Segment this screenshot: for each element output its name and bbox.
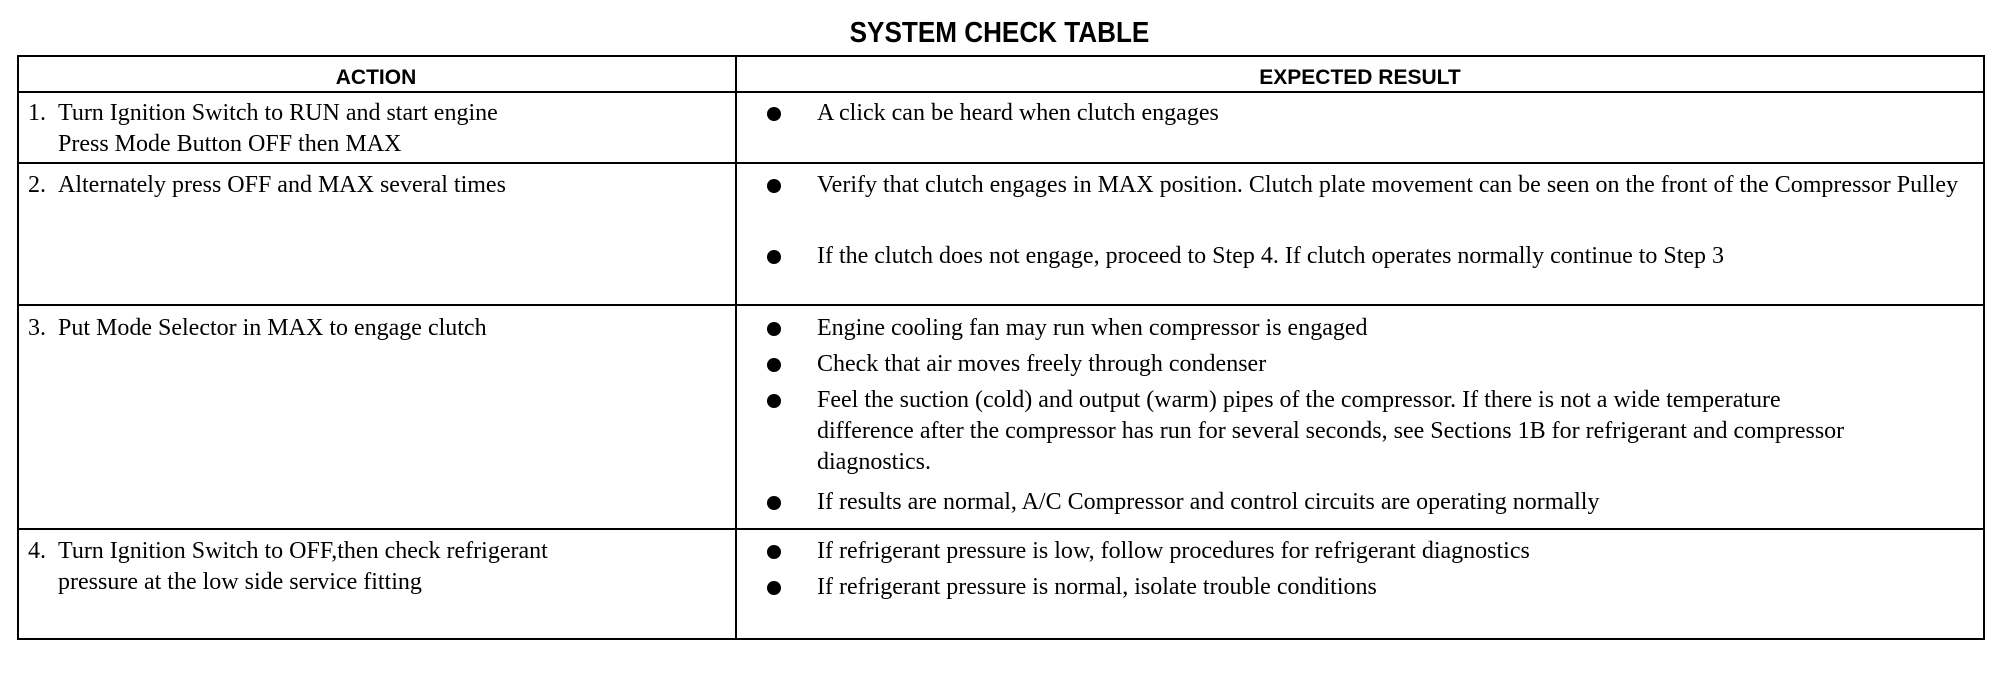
row-2-result: [757, 170, 1967, 272]
row-3-result: [757, 313, 1967, 518]
action-text: Turn Ignition Switch to OFF,then check refrigerant: [58, 538, 548, 564]
bullet-icon: [767, 581, 781, 595]
result-item: [757, 98, 1967, 129]
action-text: Put Mode Selector in MAX to engage clutch: [58, 315, 487, 341]
result-item: [757, 241, 1967, 272]
system-check-table: [17, 55, 1985, 640]
result-text: A click can be heard when clutch engages: [817, 100, 1219, 126]
result-text: Verify that clutch engages in MAX position. Clutch plate movement can be seen on the front of the Compressor Pulley: [817, 172, 1959, 198]
action-text: Press Mode Button OFF then MAX: [58, 131, 402, 157]
row-4-action: [28, 536, 738, 598]
result-text: If results are normal, A/C Compressor and control circuits are operating normally: [817, 489, 1600, 515]
header-divider: [17, 91, 1985, 93]
bullet-icon: [767, 358, 781, 372]
bullet-icon: [767, 394, 781, 408]
result-item: [757, 170, 1967, 232]
row-divider: [17, 528, 1985, 530]
result-item: [757, 572, 1967, 603]
step-number: 3.: [28, 315, 46, 341]
result-text: If refrigerant pressure is low, follow procedures for refrigerant diagnostics: [817, 538, 1530, 564]
result-text: If the clutch does not engage, proceed to Step 4. If clutch operates normally continue to Step 3: [817, 243, 1725, 269]
result-item: [757, 313, 1967, 344]
bullet-icon: [767, 545, 781, 559]
row-4-result: [757, 536, 1967, 603]
row-divider: [17, 162, 1985, 164]
table-title: SYSTEM CHECK TABLE: [849, 17, 1149, 49]
action-text: Alternately press OFF and MAX several times: [58, 172, 506, 198]
step-number: 2.: [28, 172, 46, 198]
bullet-icon: [767, 179, 781, 193]
result-text: Feel the suction (cold) and output (warm) pipes of the compressor. If there is not a wide temperature difference after the compressor has run for several seconds, see Sections 1B for refrigerant and compressor diagnostics.: [817, 387, 1845, 475]
row-3-action: [28, 313, 738, 344]
header-action: ACTION: [335, 66, 417, 89]
bullet-icon: [767, 322, 781, 336]
bullet-icon: [767, 107, 781, 121]
header-expected-result: EXPECTED RESULT: [1259, 66, 1461, 89]
action-text: Turn Ignition Switch to RUN and start engine: [58, 100, 498, 126]
action-text: pressure at the low side service fitting: [58, 569, 422, 595]
row-2-action: [28, 170, 738, 201]
row-1-result: [757, 98, 1967, 129]
result-item: [757, 536, 1967, 567]
step-number: 1.: [28, 100, 46, 126]
bullet-icon: [767, 250, 781, 264]
result-text: Engine cooling fan may run when compressor is engaged: [817, 315, 1368, 341]
row-1-action: [28, 98, 738, 160]
result-item: [757, 487, 1967, 518]
step-number: 4.: [28, 538, 46, 564]
result-item: [757, 349, 1967, 380]
result-text: If refrigerant pressure is normal, isolate trouble conditions: [817, 574, 1377, 600]
row-divider: [17, 304, 1985, 306]
result-text: Check that air moves freely through condenser: [817, 351, 1267, 377]
result-item: [757, 385, 1967, 478]
bullet-icon: [767, 496, 781, 510]
